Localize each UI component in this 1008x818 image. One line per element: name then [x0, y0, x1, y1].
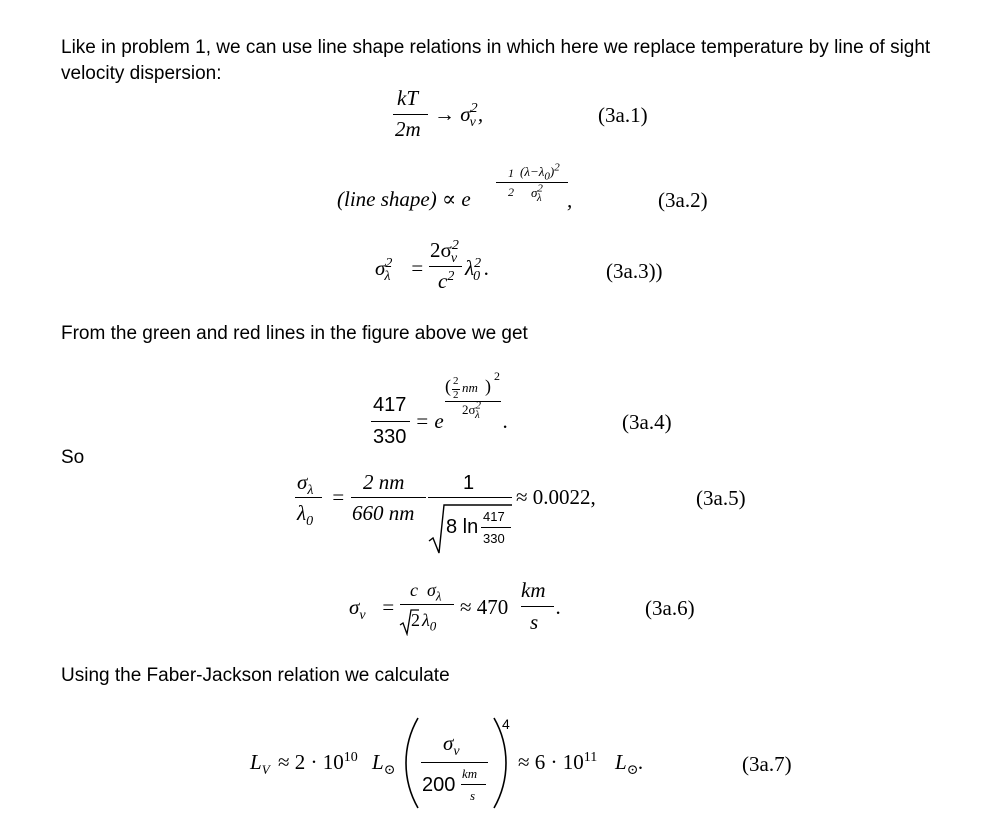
- eq6-tag: (3a.6): [645, 596, 695, 620]
- eq2-exp-two: 2: [508, 185, 514, 199]
- eq4-numerator: 417: [373, 394, 407, 416]
- eq3-den-c: c: [438, 269, 448, 293]
- eq5-lhs-num-sub: λ: [307, 483, 314, 499]
- eq5-f2-radicand-num: 417: [483, 509, 505, 524]
- eq5-f2-numerator: 1: [463, 472, 475, 494]
- eq7-period: .: [638, 750, 644, 774]
- eq1-rhs-sub: v: [469, 115, 476, 131]
- eq4-exp-unit: nm: [462, 380, 478, 395]
- eq6-unit-num: km: [521, 578, 546, 602]
- eq2-exp-den-sup: 2: [537, 182, 543, 195]
- eq5-f2-radicand-den: 330: [483, 531, 505, 546]
- eq2-exp-den-sub: λ: [536, 191, 542, 204]
- eq4-exp-den-sup: 2: [475, 399, 482, 412]
- eq1-comma: ,: [477, 102, 484, 126]
- eq3-lhs-sub: λ: [384, 269, 391, 285]
- eq5-lhs-numerator: [297, 470, 314, 499]
- eq7-fraction-bar: [421, 762, 488, 763]
- eq3-lhs-sigma: σ: [375, 256, 386, 280]
- eq2-exp-num-close: ): [549, 164, 555, 179]
- eq7-big-parentheses: [404, 716, 508, 810]
- eq5-rhs: [516, 487, 596, 508]
- eq7-lhs-sub: V: [261, 762, 270, 778]
- eq4-exp-paren-close: ): [485, 376, 491, 396]
- eq3-lhs-sup: 2: [385, 256, 393, 271]
- eq1-fraction-bar: [393, 114, 428, 115]
- eq7-pow: 10: [343, 750, 358, 765]
- eq1-rhs: [434, 101, 484, 131]
- eq6-period: .: [556, 595, 562, 619]
- eq7-rhs-text: ≈ 6 · 10: [518, 750, 584, 774]
- eq3-rhs: [465, 256, 490, 285]
- eq3-period: .: [484, 256, 490, 280]
- eq7-approx-text: ≈ 2 · 10: [278, 750, 344, 774]
- eq6-den-root: 2: [411, 610, 420, 630]
- eq5-equals: =: [331, 485, 346, 509]
- eq7-unit-num: km: [462, 766, 478, 781]
- eq6-unit-den: s: [530, 610, 539, 634]
- eq7-frac-num-sub: v: [453, 744, 460, 760]
- eq2-exp-numerator: [520, 161, 560, 183]
- eq6-num-text: c σ: [410, 580, 436, 600]
- eq3-rhs-sup: 2: [474, 256, 482, 271]
- eq5-f1-denominator: 660 nm: [352, 501, 415, 525]
- eq2-exp-fraction-bar: [496, 182, 568, 183]
- eq1-rhs-sup: 2: [470, 101, 478, 116]
- eq1-denominator: 2m: [395, 117, 421, 141]
- eq2-exp-num-sub: 0: [544, 170, 550, 183]
- eq5-f2-radicand: 8 ln: [446, 516, 479, 538]
- eq5-tag: (3a.5): [696, 486, 746, 510]
- eq2-exp-num-sup: 2: [554, 161, 560, 174]
- eq3-den-sup: 2: [447, 269, 455, 284]
- eq7-lhs: [250, 750, 270, 778]
- eq7-unit-den: s: [470, 788, 476, 803]
- eq5-lhs-den-sub: 0: [306, 514, 314, 530]
- eq2-lhs: (line shape) ∝ e: [337, 187, 471, 211]
- eq7-rhs-l-text: L: [615, 750, 627, 774]
- eq5-f2-fraction-bar: [428, 497, 512, 498]
- eq7-tag: (3a.7): [742, 752, 792, 776]
- eq6-lhs-sigma: σ: [349, 595, 360, 619]
- eq4-denominator: 330: [373, 426, 407, 448]
- eq5-f2-radicand-bar: [481, 527, 511, 528]
- eq4-exp-den-text: 2σ: [462, 402, 476, 417]
- eq3-numerator: [430, 238, 465, 267]
- eq7-approx: [278, 752, 358, 773]
- eq6-unit-bar: [521, 606, 554, 607]
- eq4-exp-sup: 2: [494, 369, 500, 383]
- eq5-rhs-text: ≈ 0.0022,: [516, 485, 596, 509]
- eq7-sun-l: [372, 750, 396, 779]
- eq1-numerator: kT: [397, 86, 418, 110]
- intro-paragraph-line-1: Like in problem 1, we can use line shape relations in which here we replace temperature by line of sight: [61, 37, 931, 58]
- eq3-equals: =: [410, 256, 425, 280]
- eq2-exp-num-text: (λ−λ: [520, 164, 545, 179]
- eq2-exp-den-sigma: σ: [531, 185, 538, 200]
- figure-reference-paragraph: From the green and red lines in the figure above we get: [61, 323, 528, 344]
- eq4-equals-e: = e: [415, 409, 444, 433]
- eq2-tag: (3a.2): [658, 188, 708, 212]
- eq3-num-sub: v: [450, 251, 458, 267]
- eq5-f1-numerator: 2 nm: [363, 470, 405, 494]
- eq6-numerator: [410, 580, 442, 604]
- intro-paragraph-line-2: velocity dispersion:: [61, 63, 222, 84]
- eq4-period: .: [503, 409, 509, 433]
- eq6-approx: ≈ 470: [460, 595, 509, 619]
- eq4-exp-frac-den: 2: [453, 389, 459, 401]
- eq6-den-rest: [422, 610, 437, 634]
- eq6-equals: =: [381, 595, 396, 619]
- eq7-unit-bar: [461, 784, 486, 785]
- eq6-lhs-sub: v: [359, 608, 366, 624]
- eq7-rhs-l: [615, 750, 644, 779]
- eq7-sun-l-text: L: [372, 750, 384, 774]
- eq5-lhs-denominator: [297, 501, 314, 530]
- eq6-num-sub: λ: [435, 588, 442, 604]
- eq7-frac-num-sigma: σ: [443, 731, 454, 755]
- eq7-frac-den: 200: [422, 774, 456, 796]
- eq6-fraction-bar: [400, 604, 454, 605]
- eq3-num-sup: 2: [451, 238, 459, 253]
- eq5-lhs-den-lambda: λ: [297, 501, 307, 525]
- eq1-tag: (3a.1): [598, 103, 648, 127]
- eq7-rhs-sun-symbol: ⊙: [626, 763, 639, 779]
- eq2-exp-lead: 1: [508, 166, 514, 180]
- eq3-lhs: [375, 256, 398, 285]
- eq6-den-sub: 0: [429, 618, 437, 634]
- eq4-fraction-bar: [371, 421, 410, 422]
- eq4-tag: (3a.4): [622, 410, 672, 434]
- eq6-den-lambda: λ: [422, 610, 430, 630]
- eq5-f1-fraction-bar: [351, 497, 426, 498]
- faber-jackson-paragraph: Using the Faber-Jackson relation we calculate: [61, 665, 450, 686]
- eq3-num-text: 2σ: [430, 238, 452, 262]
- eq1-rhs-sigma: → σ: [434, 102, 471, 126]
- eq4-exp-den-sub: λ: [475, 408, 480, 421]
- eq7-lhs-l: L: [250, 750, 262, 774]
- eq7-rhs-pow: 11: [583, 750, 598, 765]
- eq3-fraction-bar: [429, 266, 462, 267]
- eq3-rhs-lambda: λ: [465, 256, 475, 280]
- eq4-exp-denominator: [462, 399, 486, 421]
- eq6-lhs: [349, 595, 366, 624]
- eq5-lhs-num-sigma: σ: [297, 470, 308, 494]
- eq3-rhs-sub: 0: [473, 269, 481, 285]
- so-paragraph: So: [61, 447, 85, 468]
- eq7-sun-symbol: ⊙: [383, 763, 396, 779]
- eq7-frac-num: [443, 731, 460, 760]
- eq4-exp-paren-open: (: [445, 376, 451, 396]
- eq5-lhs-fraction-bar: [295, 497, 322, 498]
- eq7-rhs: [518, 752, 597, 773]
- eq3-tag: (3a.3)): [606, 259, 663, 283]
- eq4-exp-frac-num: 2: [453, 375, 459, 387]
- eq7-outer-pow: 4: [502, 716, 510, 732]
- eq2-exp-denominator: [531, 182, 548, 204]
- eq3-denominator: [438, 271, 454, 292]
- eq2-comma: ,: [567, 188, 573, 212]
